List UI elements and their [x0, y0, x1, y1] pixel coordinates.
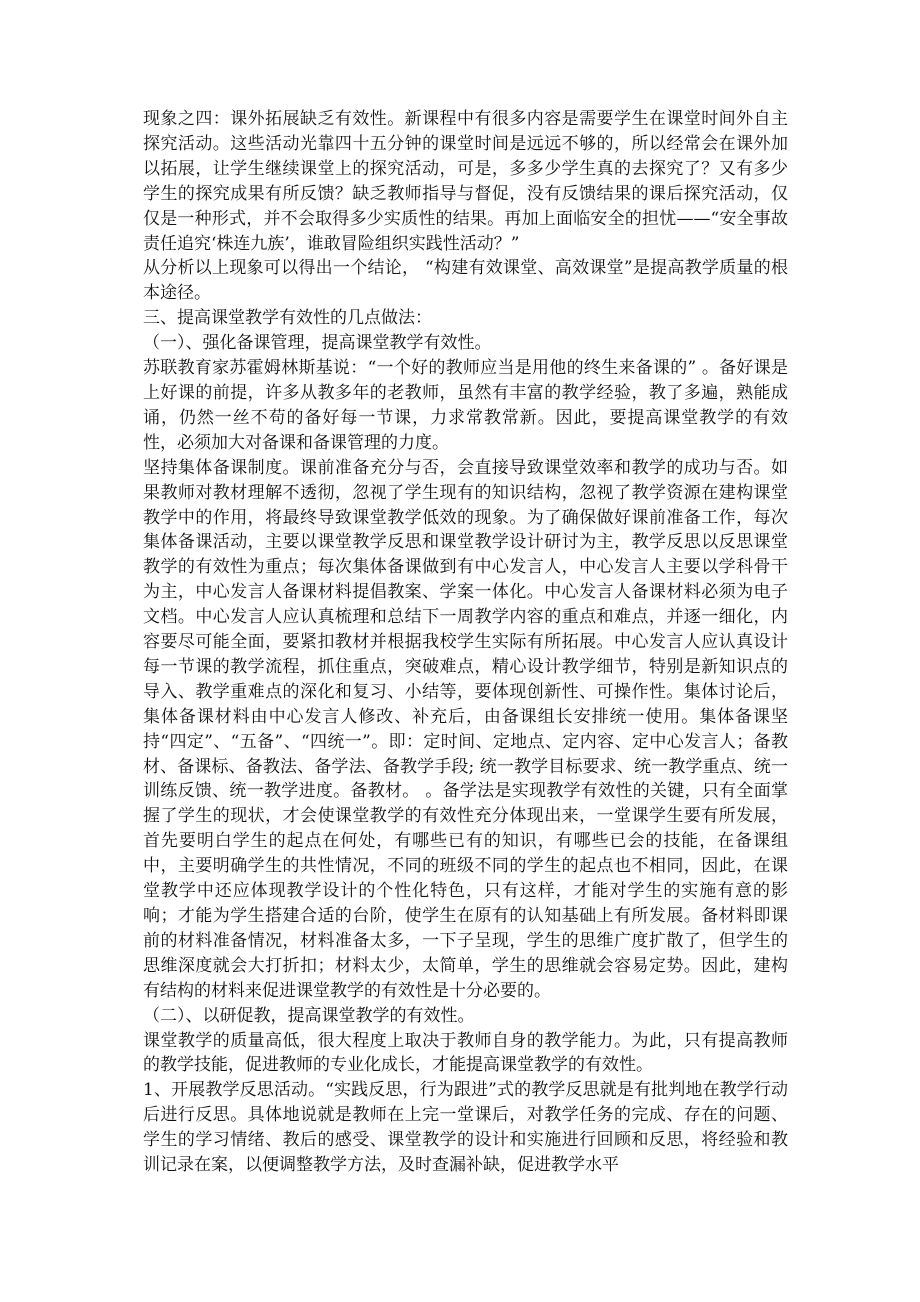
paragraph-collective-preparation: 坚持集体备课制度。课前准备充分与否，会直接导致课堂效率和教学的成功与否。如果教师对教材理解不透彻，忽视了学生现有的知识结构，忽视了教学资源在建构课堂教学中的作用，将最终导致课堂教学低效的现象。为了确保做好课前准备工作，每次集体备课活动，主要以课堂教学反思和课堂教学设计研讨为主，教学反思以反思课堂教学的有效性为重点；每次集体备课做到有中心发言人，中心发言人主要以学科骨干为主，中心发言人备课材料提倡教案、学案一体化。中心发言人备课材料必须为电子文档。中心发言人应认真梳理和总结下一周教学内容的重点和难点，并逐一细化，内容要尽可能全面，要紧扣教材并根据我校学生实际有所拓展。中心发言人应认真设计每一节课的教学流程，抓住重点，突破难点，精心设计教学细节，特别是新知识点的导入、教学重难点的深化和复习、小结等，要体现创新性、可操作性。集体讨论后，集体备课材料由中心发言人修改、补充后，由备课组长安排统一使用。集体备课坚持“四定”、“五备”、“四统一”。即：定时间、定地点、定内容、定中心发言人；备教材、备课标、备教法、备学法、备教学手段; 统一教学目标要求、统一教学重点、统一训练反馈、统一教学进度。备教材。 。备学法是实现教学有效性的关键，只有全面掌握了学生的现状，才会使课堂教学的有效性充分体现出来，一堂课学生要有所发展，首先要明白学生的起点在何处，有哪些已有的知识，有哪些已会的技能，在备课组中，主要明确学生的共性情况，不同的班级不同的学生的起点也不相同，因此，在课堂教学中还应体现教学设计的个性化特色，只有这样，才能对学生的实施有意的影响；才能为学生搭建合适的台阶，使学生在原有的认知基础上有所发展。备材料即课前的材料准备情况，材料准备太多，一下子呈现，学生的思维广度扩散了，但学生的思维深度就会大打折扣；材料太少，太简单，学生的思维就会容易定势。因此，建构有结构的材料来促进课堂教学的有效性是十分必要的。 — [143, 457, 788, 1001]
paragraph-teaching-reflection: 1、开展教学反思活动。“实践反思，行为跟进”式的教学反思就是有批判地在教学行动后进行反思。具体地说就是教师在上完一堂课后，对教学任务的完成、存在的问题、学生的学习情绪、教后的感受、课堂教学的设计和实施进行回顾和反思，将经验和教训记录在案，以便调整教学方法，及时查漏补缺，促进教学水平 — [143, 1080, 788, 1176]
subsection-heading-1: （一）、强化备课管理，提高课堂教学有效性。 — [143, 333, 492, 354]
paragraph-lesson-preparation: 苏联教育家苏霍姆林斯基说：“一个好的教师应当是用他的终生来备课的” 。备好课是上好课的前提，许多从教多年的老教师，虽然有丰富的教学经验，教了多遍，熟能成诵，仍然一丝不苟的备好每一节课，力求常教常新。因此，要提高课堂教学的有效性，必须加大对备课和备课管理的力度。 — [143, 358, 788, 453]
paragraph-teaching-quality: 课堂教学的质量高低，很大程度上取决于教师自身的教学能力。为此，只有提高教师的教学技能，促进教师的专业化成长，才能提高课堂教学的有效性。 — [143, 1030, 788, 1076]
document-body — [143, 107, 788, 1178]
paragraph-conclusion: 从分析以上现象可以得出一个结论， “构建有效课堂、高效课堂”是提高教学质量的根本途径。 — [143, 258, 788, 304]
section-heading-3: 三、提高课堂教学有效性的几点做法： — [143, 308, 432, 329]
paragraph-phenomenon-4: 现象之四：课外拓展缺乏有效性。新课程中有很多内容是需要学生在课堂时间外自主探究活动。这些活动光靠四十五分钟的课堂时间是远远不够的，所以经常会在课外加以拓展，让学生继续课堂上的探究活动，可是，多多少学生真的去探究了？又有多少学生的探究成果有所反馈？缺乏教师指导与督促，没有反馈结果的课后探究活动，仅仅是一种形式，并不会取得多少实质性的结果。再加上面临安全的担忧——“安全事故责任追究‘株连九族’，谁敢冒险组织实践性活动？” — [143, 109, 788, 254]
subsection-heading-2: （二）、以研促教，提高课堂教学的有效性。 — [143, 1005, 475, 1026]
